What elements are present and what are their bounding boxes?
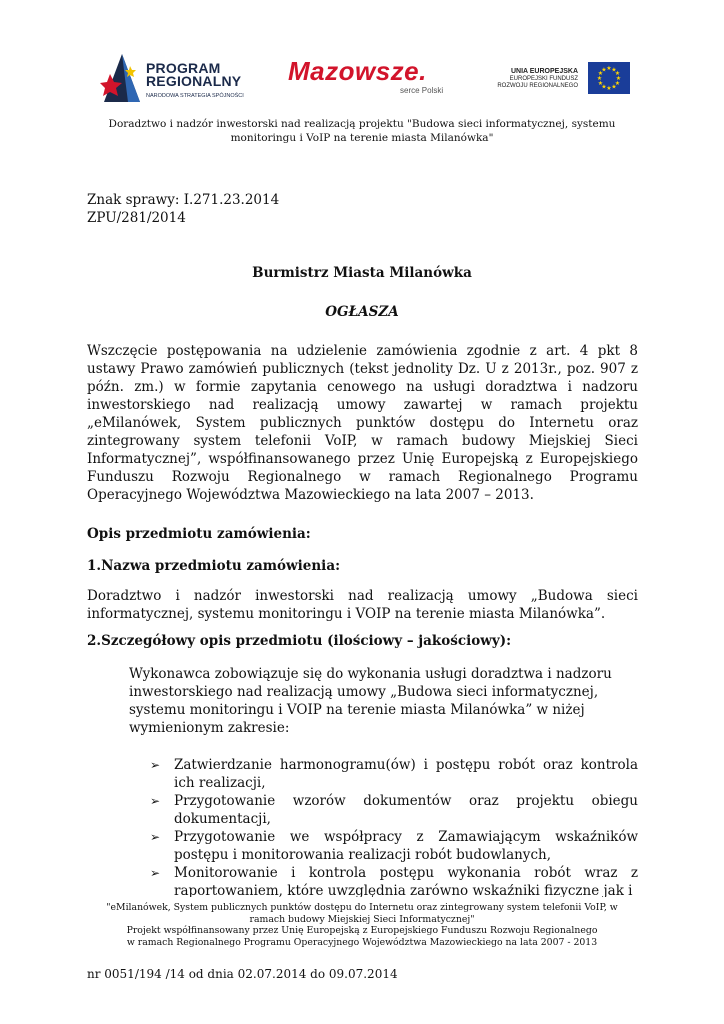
svg-text:★: ★ — [611, 83, 617, 91]
program-line2: REGIONALNY — [146, 73, 242, 89]
program-line1: PROGRAM — [146, 60, 221, 76]
case-number: Znak sprawy: I.271.23.2014 — [87, 192, 280, 208]
mazowsze-tagline: serce Polski — [400, 86, 444, 95]
list-item-text: Przygotowanie wzorów dokumentów oraz projektu obiegu dokumentacji, — [174, 793, 638, 827]
mazowsze-wordmark: Mazowsze. — [288, 56, 427, 86]
svg-text:★: ★ — [597, 70, 604, 77]
svg-text:★: ★ — [597, 80, 604, 87]
list-item-text: Zatwierdzanie harmonogramu(ów) i postępu robót oraz kontrola ich realizacji, — [174, 757, 638, 791]
section1-heading: 1.Nazwa przedmiotu zamówienia: — [87, 558, 341, 574]
intro-paragraph: Wszczęcie postępowania na udzielenie zamówienia zgodnie z art. 4 pkt 8 ustawy Prawo zamówień publicznych (tekst jednolity Dz. U z 2013r., poz. 907 z późn. zm.) w formie zapytania cenowego na usługi doradztwa i nadzoru inwestorskiego nad realizacją umowy zawartej w ramach projektu „eMilanówek, System publicznych punktów dostępu do Internetu oraz zintegrowany system telefonii VoIP, w ramach budowy Miejskiej Sieci Informatycznej”, współfinansowanego przez Unię Europejską z Europejskiego Funduszu Rozwoju Regionalnego w ramach Regionalnego Programu Operacyjnego Województwa Mazowieckiego na lata 2007 – 2013. — [87, 343, 638, 503]
eu-line2: EUROPEJSKI FUNDUSZ — [509, 76, 578, 82]
section2-heading: 2.Szczegółowy opis przedmiotu (ilościowy – jakościowy): — [87, 633, 512, 649]
svg-text:★: ★ — [606, 65, 612, 72]
footer-line1: "eMilanówek, System publicznych punktów dostępu do Internetu oraz zintegrowany system telefonii VoIP, w — [106, 902, 618, 913]
svg-text:★: ★ — [614, 70, 621, 77]
section-heading: Opis przedmiotu zamówienia: — [87, 526, 311, 542]
svg-text:★: ★ — [606, 85, 612, 92]
svg-text:★: ★ — [601, 83, 607, 91]
arrow-bullet-icon: ➢ — [150, 758, 161, 772]
arrow-bullet-icon: ➢ — [150, 794, 161, 808]
list-item — [150, 828, 638, 864]
list-item — [150, 756, 638, 792]
list-item — [150, 864, 638, 897]
program-subtitle: NARODOWA STRATEGIA SPÓJNOŚCI — [146, 93, 244, 99]
arrow-bullet-icon: ➢ — [150, 830, 161, 844]
announce-heading: OGŁASZA — [325, 304, 399, 320]
list-item-text: Przygotowanie we współpracy z Zamawiającym wskaźników postępu i monitorowania realizacji robót budowlanych, — [174, 829, 638, 863]
header-line2: monitoringu i VoIP na terenie miasta Milanówka" — [230, 132, 494, 144]
zpu-number: ZPU/281/2014 — [87, 210, 186, 226]
svg-text:★: ★ — [614, 80, 621, 87]
list-item-text: Monitorowanie i kontrola postępu wykonania robót wraz z raportowaniem, które uwzględnia zarówno wskaźniki fizyczne jak i — [174, 865, 638, 897]
arrow-bullet-icon: ➢ — [150, 866, 161, 880]
svg-text:★: ★ — [611, 66, 617, 74]
footer-line2: ramach budowy Miejskiej Sieci Informatycznej" — [249, 913, 475, 925]
eu-line3: ROZWOJU REGIONALNEGO — [497, 83, 578, 89]
scope-list — [150, 756, 638, 897]
header-line1: Doradztwo i nadzór inwestorski nad realizacją projektu "Budowa sieci informatycznej, systemu — [108, 118, 616, 130]
document-number: nr 0051/194 /14 od dnia 02.07.2014 do 09.07.2014 — [87, 967, 398, 981]
section1-text: Doradztwo i nadzór inwestorski nad realizacją umowy „Budowa sieci informatycznej, systemu monitoringu i VOIP na terenie miasta Milanówka”. — [87, 588, 638, 622]
footer-line3: Projekt współfinansowany przez Unię Europejską z Europejskiego Funduszu Rozwoju Regionalnego — [126, 925, 598, 936]
page-title: Burmistrz Miasta Milanówka — [252, 265, 472, 281]
footer-line4: w ramach Regionalnego Programu Operacyjnego Województwa Mazowieckiego na lata 2007 - 2013 — [126, 936, 598, 948]
section2-text: Wykonawca zobowiązuje się do wykonania usługi doradztwa i nadzoru inwestorskiego nad realizacją umowy „Budowa sieci informatycznej, systemu monitoringu i VOIP na terenie miasta Milanówka” w niżej wymienionym zakresie: — [129, 666, 612, 736]
list-item — [150, 792, 638, 828]
eu-line1: UNIA EUROPEJSKA — [510, 68, 578, 75]
svg-text:★: ★ — [615, 75, 622, 82]
svg-text:★: ★ — [596, 75, 603, 82]
svg-text:★: ★ — [601, 66, 607, 74]
document-footer — [90, 902, 634, 948]
